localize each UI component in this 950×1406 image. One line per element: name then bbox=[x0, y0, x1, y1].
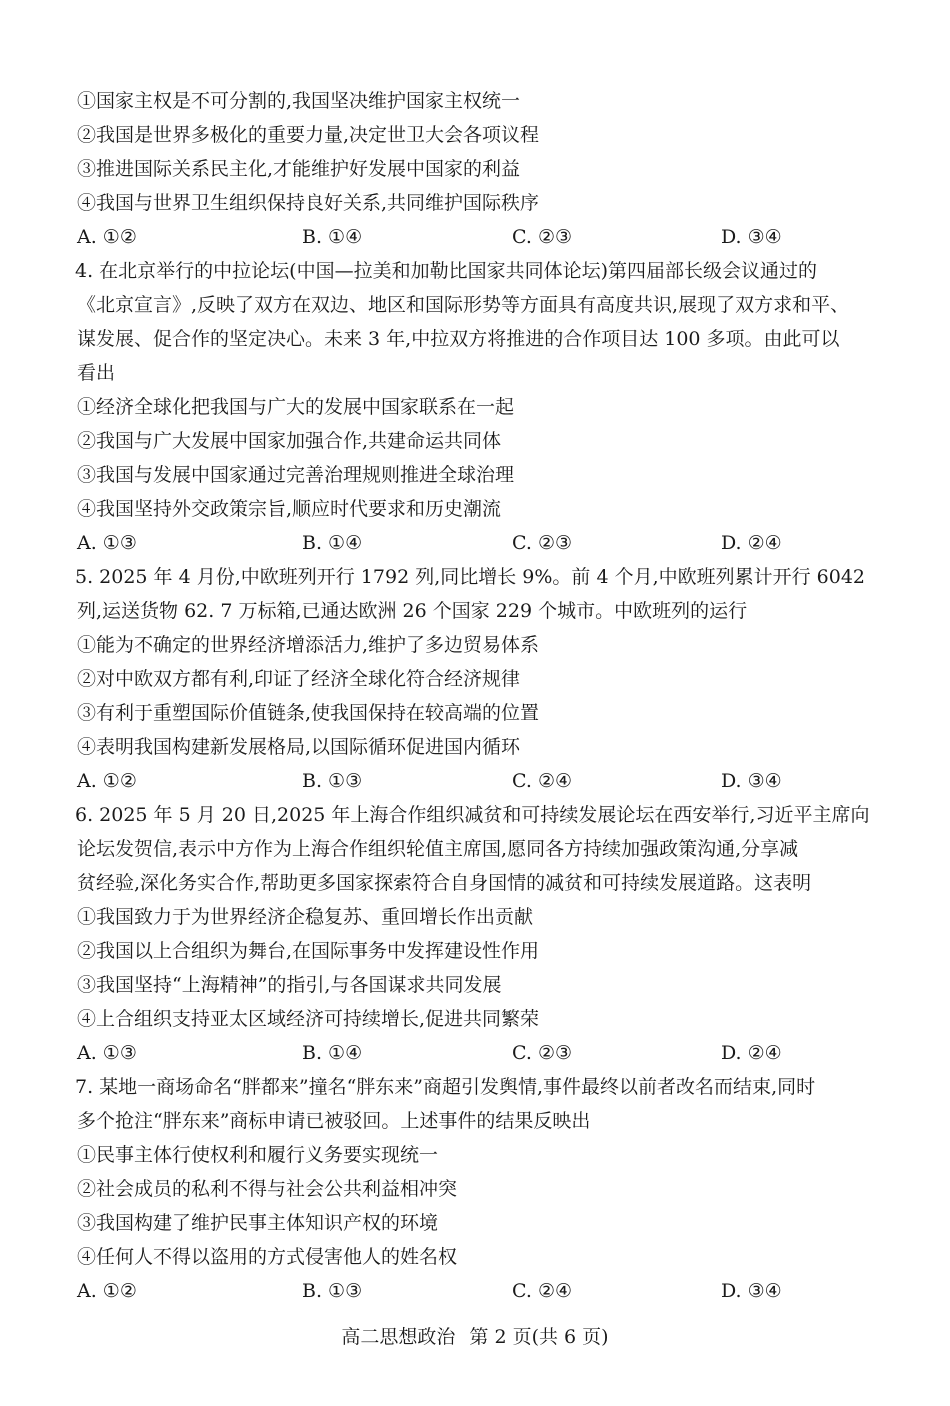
q3-choices bbox=[75, 220, 900, 254]
option-line: ②对中欧双方都有利,印证了经济全球化符合经济规律 bbox=[77, 668, 521, 690]
question-5 bbox=[75, 560, 900, 798]
option-line: ①我国致力于为世界经济企稳复苏、重回增长作出贡献 bbox=[77, 906, 534, 928]
choice-d: D. ②④ bbox=[721, 1042, 782, 1064]
choice-b: B. ①④ bbox=[302, 226, 363, 248]
option-line: ②社会成员的私利不得与社会公共利益相冲突 bbox=[77, 1178, 458, 1200]
choice-c: C. ②④ bbox=[512, 1280, 573, 1302]
footer-page-number: 第 2 页(共 6 页) bbox=[469, 1326, 609, 1348]
question-stem-line: 论坛发贺信,表示中方作为上海合作组织轮值主席国,愿同各方持续加强政策沟通,分享减 bbox=[77, 838, 799, 860]
option-line: ②我国与广大发展中国家加强合作,共建命运共同体 bbox=[77, 430, 502, 452]
option-line: ③有利于重塑国际价值链条,使我国保持在较高端的位置 bbox=[77, 702, 540, 724]
question-7 bbox=[75, 1070, 900, 1308]
choice-d: D. ②④ bbox=[721, 532, 782, 554]
question-stem-line: 6. 2025 年 5 月 20 日,2025 年上海合作组织减贫和可持续发展论坛在西安举行,习近平主席向 bbox=[75, 804, 870, 826]
question-stem-line: 7. 某地一商场命名“胖都来”撞名“胖东来”商超引发舆情,事件最终以前者改名而结束,同时 bbox=[75, 1076, 816, 1098]
question-stem-line: 看出 bbox=[77, 362, 116, 384]
option-line: ③推进国际关系民主化,才能维护好发展中国家的利益 bbox=[77, 158, 521, 180]
footer-subject: 高二思想政治 bbox=[341, 1326, 456, 1348]
page-content bbox=[75, 84, 900, 1308]
choice-c: C. ②③ bbox=[512, 1042, 573, 1064]
question-stem-line: 4. 在北京举行的中拉论坛(中国—拉美和加勒比国家共同体论坛)第四届部长级会议通过的 bbox=[75, 260, 817, 282]
choice-c: C. ②③ bbox=[512, 226, 573, 248]
q6-choices bbox=[75, 1036, 900, 1070]
choice-d: D. ③④ bbox=[721, 770, 782, 792]
choice-b: B. ①③ bbox=[302, 1280, 363, 1302]
question-stem-line: 多个抢注“胖东来”商标申请已被驳回。上述事件的结果反映出 bbox=[77, 1110, 591, 1132]
question-stem-line: 列,运送货物 62. 7 万标箱,已通达欧洲 26 个国家 229 个城市。中欧班列的运行 bbox=[77, 600, 748, 622]
choice-a: A. ①③ bbox=[77, 1042, 137, 1064]
option-line: ④上合组织支持亚太区域经济可持续增长,促进共同繁荣 bbox=[77, 1008, 540, 1030]
choice-a: A. ①② bbox=[77, 770, 137, 792]
choice-a: A. ①② bbox=[77, 226, 137, 248]
choice-b: B. ①④ bbox=[302, 1042, 363, 1064]
question-stem-line: 谋发展、促合作的坚定决心。未来 3 年,中拉双方将推进的合作项目达 100 多项。由此可以 bbox=[77, 328, 840, 350]
option-line: ②我国是世界多极化的重要力量,决定世卫大会各项议程 bbox=[77, 124, 540, 146]
choice-a: A. ①③ bbox=[77, 532, 137, 554]
page-footer bbox=[0, 1322, 950, 1352]
option-line: ①能为不确定的世界经济增添活力,维护了多边贸易体系 bbox=[77, 634, 540, 656]
question-6 bbox=[75, 798, 900, 1070]
option-line: ①国家主权是不可分割的,我国坚决维护国家主权统一 bbox=[77, 90, 521, 112]
option-line: ②我国以上合组织为舞台,在国际事务中发挥建设性作用 bbox=[77, 940, 540, 962]
q3-options bbox=[75, 84, 900, 220]
option-line: ①民事主体行使权利和履行义务要实现统一 bbox=[77, 1144, 439, 1166]
choice-c: C. ②④ bbox=[512, 770, 573, 792]
option-line: ④我国坚持外交政策宗旨,顺应时代要求和历史潮流 bbox=[77, 498, 502, 520]
option-line: ④我国与世界卫生组织保持良好关系,共同维护国际秩序 bbox=[77, 192, 540, 214]
q7-choices bbox=[75, 1274, 900, 1308]
q4-choices bbox=[75, 526, 900, 560]
question-4 bbox=[75, 254, 900, 560]
question-stem-line: 5. 2025 年 4 月份,中欧班列开行 1792 列,同比增长 9%。前 4 个月,中欧班列累计开行 6042 bbox=[75, 566, 866, 588]
choice-a: A. ①② bbox=[77, 1280, 137, 1302]
choice-d: D. ③④ bbox=[721, 226, 782, 248]
option-line: ④任何人不得以盗用的方式侵害他人的姓名权 bbox=[77, 1246, 458, 1268]
choice-b: B. ①③ bbox=[302, 770, 363, 792]
option-line: ③我国与发展中国家通过完善治理规则推进全球治理 bbox=[77, 464, 515, 486]
q5-choices bbox=[75, 764, 900, 798]
option-line: ③我国坚持“上海精神”的指引,与各国谋求共同发展 bbox=[77, 974, 502, 996]
choice-d: D. ③④ bbox=[721, 1280, 782, 1302]
option-line: ①经济全球化把我国与广大的发展中国家联系在一起 bbox=[77, 396, 515, 418]
question-stem-line: 贫经验,深化务实合作,帮助更多国家探索符合自身国情的减贫和可持续发展道路。这表明 bbox=[77, 872, 812, 894]
option-line: ③我国构建了维护民事主体知识产权的环境 bbox=[77, 1212, 439, 1234]
choice-c: C. ②③ bbox=[512, 532, 573, 554]
option-line: ④表明我国构建新发展格局,以国际循环促进国内循环 bbox=[77, 736, 521, 758]
choice-b: B. ①④ bbox=[302, 532, 363, 554]
question-stem-line: 《北京宣言》,反映了双方在双边、地区和国际形势等方面具有高度共识,展现了双方求和平、 bbox=[77, 294, 850, 316]
